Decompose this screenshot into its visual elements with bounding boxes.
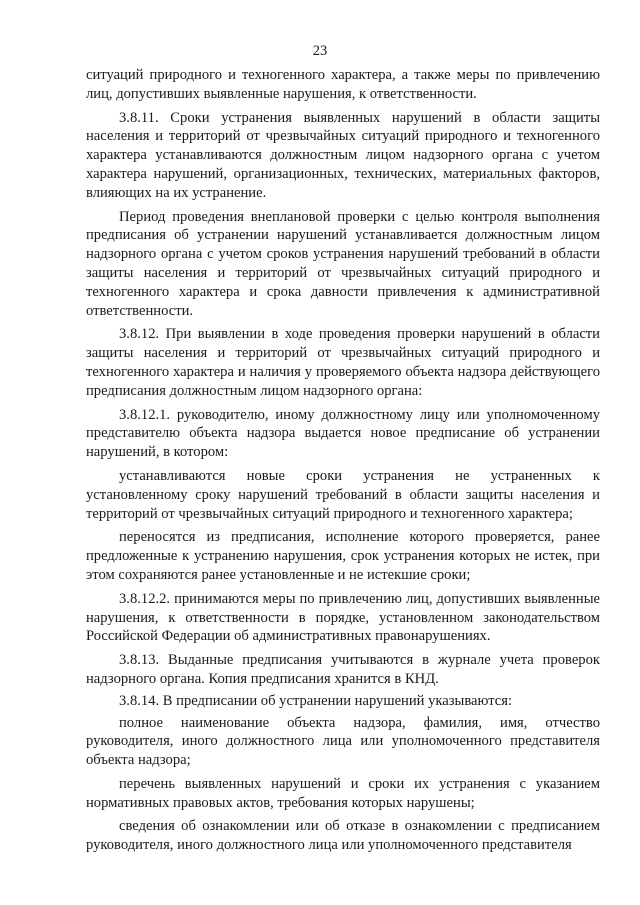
paragraph-3-8-12-1: 3.8.12.1. руководителю, иному должностному лицу или уполномоченному представителю объекта надзора выдается новое предписание об устранении нарушений, в котором:	[86, 406, 600, 461]
paragraph-inspection-period: Период проведения внеплановой проверки с целью контроля выполнения предписания об устранении нарушений устанавливается должностным лицом надзорного органа с учетом сроков устранения нарушений требований в области защиты населения и территорий от чрезвычайных ситуаций природного и техногенного характера и срока давности привлечения к административной ответственности.	[86, 208, 600, 319]
paragraph-transferred-violations: переносятся из предписания, исполнение которого проверяется, ранее предложенные к устранению нарушения, срок устранения которых не истек, при этом сохраняются ранее установленные и не истекшие сроки;	[86, 529, 600, 583]
paragraph-3-8-11: 3.8.11. Сроки устранения выявленных нарушений в области защиты населения и территорий от чрезвычайных ситуаций природного и техногенного характера устанавливаются должностным лицом надзорного органа с учетом характера нарушений, организационных, технических, материальных факторов, влияющих на их устранение.	[86, 109, 600, 201]
paragraph-3-8-12: 3.8.12. При выявлении в ходе проведения проверки нарушений в области защиты населения и территорий от чрезвычайных ситуаций природного и техногенного характера и наличия у проверяемого объекта надзора действующего предписания должностным лицом надзорного органа:	[86, 326, 600, 399]
paragraph-object-name: полное наименование объекта надзора, фамилия, имя, отчество руководителя, иного должностного лица или уполномоченного представителя объекта надзора;	[86, 714, 600, 769]
paragraph-familiarization: сведения об ознакомлении или об отказе в ознакомлении с предписанием руководителя, иного должностного лица или уполномоченного представителя	[86, 818, 600, 854]
page-number: 23	[312, 43, 328, 59]
document-body	[86, 66, 600, 860]
paragraph-3-8-13: 3.8.13. Выданные предписания учитываются в журнале учета проверок надзорного органа. Копия предписания хранится в КНД.	[86, 652, 600, 687]
paragraph-violations-list: перечень выявленных нарушений и сроки их устранения с указанием нормативных правовых актов, требования которых нарушены;	[86, 775, 600, 811]
paragraph-3-8-14: 3.8.14. В предписании об устранении нарушений указываются:	[119, 692, 513, 709]
paragraph-new-deadlines: устанавливаются новые сроки устранения не устраненных к установленному сроку нарушений требований в области защиты населения и территорий от чрезвычайных ситуаций природного и техногенного характера;	[86, 467, 600, 522]
paragraph-3-8-12-2: 3.8.12.2. принимаются меры по привлечению лиц, допустивших выявленные нарушения, к ответственности в порядке, установленном законодательством Российской Федерации об административных правонарушениях.	[86, 590, 600, 645]
paragraph-continuation: ситуаций природного и техногенного характера, а также меры по привлечению лиц, допустивших выявленные нарушения, к ответственности.	[86, 67, 600, 102]
